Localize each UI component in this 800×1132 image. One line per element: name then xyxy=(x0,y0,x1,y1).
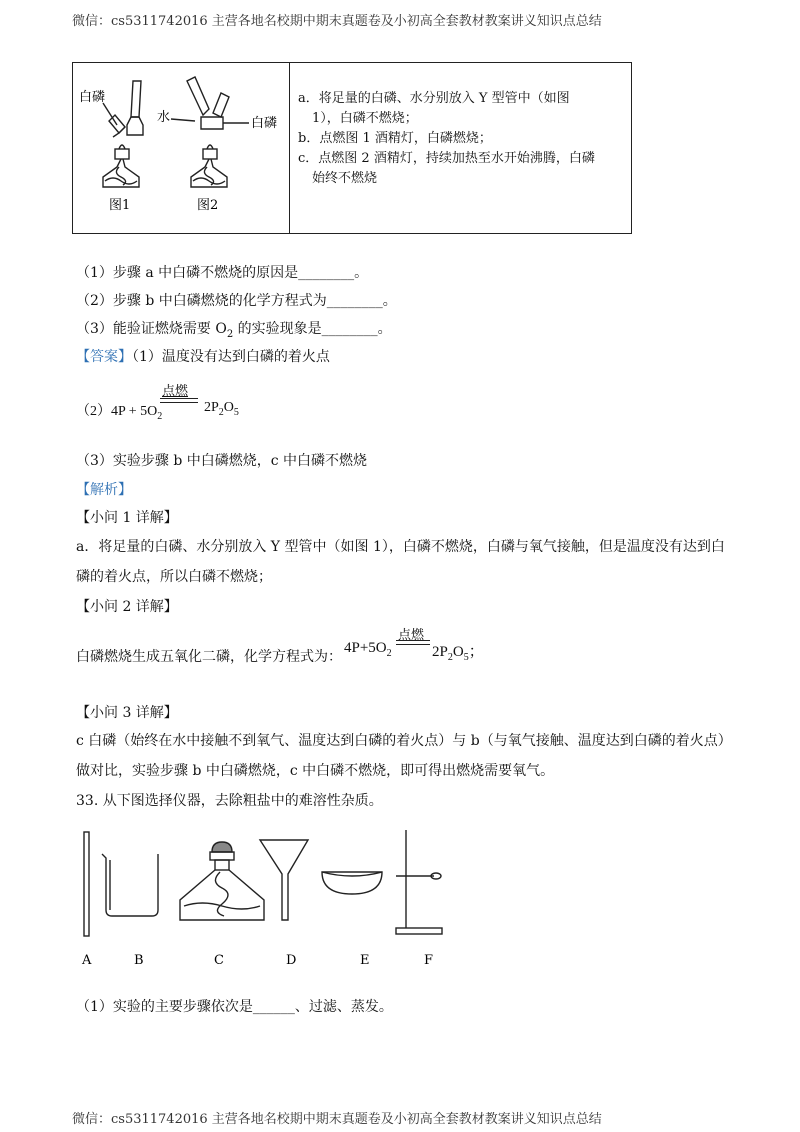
experiment-steps xyxy=(290,63,631,189)
instrument-label-f: F xyxy=(424,953,434,968)
label-white-phosphorus-left: 白磷 xyxy=(79,90,106,105)
glass-rod-icon xyxy=(84,832,89,936)
answer-product: $2P_2O_5$ xyxy=(204,400,239,418)
answer-line-1: 【答案】（1）温度没有达到白磷的着火点 xyxy=(76,349,330,365)
analysis-equation-right: $2P_2O_5$； xyxy=(432,644,484,663)
experiment-steps-cell xyxy=(290,63,632,234)
step-b: b．点燃图 1 酒精灯，白磷燃烧； xyxy=(298,131,492,146)
caption-figure-1: 图1 xyxy=(109,198,131,213)
y-tube-apparatus-figure xyxy=(73,63,289,229)
instrument-label-a: A xyxy=(82,953,92,968)
analysis-p2-text: 白磷燃烧生成五氧化二磷，化学方程式为： xyxy=(76,649,342,665)
equation-double-bar xyxy=(160,398,198,403)
step-c-line2: 始终不燃烧 xyxy=(312,171,378,186)
answer-condition: 点燃 xyxy=(162,384,189,399)
analysis-equation-condition: 点燃 xyxy=(398,628,425,643)
experiment-table xyxy=(72,62,632,234)
analysis-p3-line1: c 白磷（始终在水中接触不到氧气、温度达到白磷的着火点）与 b（与氧气接触、温度达到白磷的着火点） xyxy=(76,733,732,749)
label-water: 水 xyxy=(157,110,171,125)
alcohol-lamp-icon xyxy=(180,842,264,920)
instrument-label-d: D xyxy=(286,953,297,968)
answer-line-3: （3）实验步骤 b 中白磷燃烧，c 中白磷不燃烧 xyxy=(76,453,368,469)
analysis-sub-3: 【小问 3 详解】 xyxy=(76,705,178,721)
label-white-phosphorus-right: 白磷 xyxy=(251,116,278,131)
question-33-part-1: （1）实验的主要步骤依次是______、过滤、蒸发。 xyxy=(76,999,393,1015)
analysis-p3-line2: 做对比，实验步骤 b 中白磷燃烧，c 中白磷不燃烧，即可得出燃烧需要氧气。 xyxy=(76,763,555,779)
analysis-sub-1: 【小问 1 详解】 xyxy=(76,510,178,526)
page-header: 微信：cs5311742016 主营各地名校期中期末真题卷及小初高全套教材教案讲义知识点总结 xyxy=(72,14,602,29)
instrument-label-b: B xyxy=(134,953,144,968)
lab-instruments-figure xyxy=(72,824,452,974)
question-33-title: 33. 从下图选择仪器，去除粗盐中的难溶性杂质。 xyxy=(76,793,383,809)
caption-figure-2: 图2 xyxy=(197,198,219,213)
funnel-icon xyxy=(260,840,308,920)
answer-tag: 【答案】 xyxy=(76,349,132,365)
analysis-sub-2: 【小问 2 详解】 xyxy=(76,599,178,615)
analysis-p1-line2: 磷的着火点，所以白磷不燃烧； xyxy=(76,569,272,585)
step-c-line1: c．点燃图 2 酒精灯，持续加热至水开始沸腾，白磷 xyxy=(298,151,595,166)
instrument-label-c: C xyxy=(214,953,224,968)
analysis-equation-double-bar xyxy=(396,640,430,645)
step-a-line1: a．将足量的白磷、水分别放入 Y 型管中（如图 xyxy=(298,91,570,106)
analysis-tag: 【解析】 xyxy=(76,482,132,498)
iron-stand-icon xyxy=(396,830,442,934)
answer-equation: $(2)4P + 5O_2$ xyxy=(76,404,163,422)
analysis-equation-left: $4P+5O_2$ xyxy=(344,640,392,659)
experiment-figure-cell xyxy=(73,63,290,234)
step-a-line2: 1），白磷不燃烧； xyxy=(312,111,418,126)
question-2: （2）步骤 b 中白磷燃烧的化学方程式为________。 xyxy=(76,293,397,309)
instrument-label-e: E xyxy=(360,953,370,968)
page-footer: 微信：cs5311742016 主营各地名校期中期末真题卷及小初高全套教材教案讲义知识点总结 xyxy=(72,1112,602,1127)
analysis-p1-line1: a．将足量的白磷、水分别放入 Y 型管中（如图 1），白磷不燃烧，白磷与氧气接触，但是温度没有达到白 xyxy=(76,539,725,555)
question-1: （1）步骤 a 中白磷不燃烧的原因是________。 xyxy=(76,265,369,281)
question-3: （3）能验证燃烧需要 $O_2$ 的实验现象是________。 xyxy=(76,321,392,340)
